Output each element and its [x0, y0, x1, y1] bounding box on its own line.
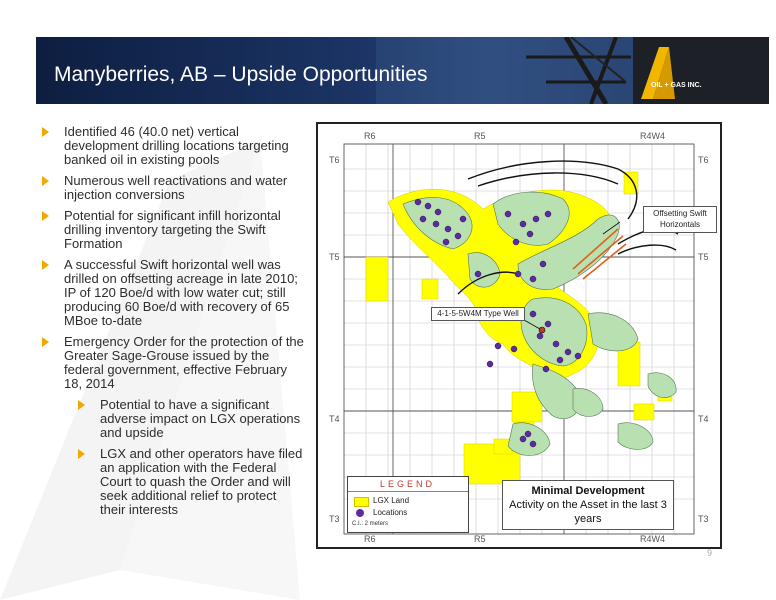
range-label: R4W4 [640, 131, 666, 141]
map-legend [347, 476, 469, 533]
logo-subtext: OIL + GAS INC. [651, 82, 702, 89]
minimal-development-box [502, 480, 674, 530]
lgx-logo-icon [633, 37, 769, 104]
range-label: R4W4 [640, 534, 666, 544]
arrow-bullet-icon [42, 211, 49, 221]
arrow-bullet-icon [42, 127, 49, 137]
arrow-bullet-icon [42, 260, 49, 270]
sub-bullet-item [40, 447, 305, 517]
bullet-item [40, 209, 305, 251]
header-banner [36, 37, 769, 104]
township-label: T3 [698, 514, 709, 524]
bullet-item [40, 335, 305, 391]
range-label: R6 [364, 534, 376, 544]
bullet-item [40, 258, 305, 328]
bullet-text: Numerous well reactivations and water injection conversions [64, 173, 288, 202]
legend-divider [348, 491, 468, 492]
min-dev-text: Activity on the Asset in the last 3 years [509, 499, 667, 525]
bullet-text: Potential for significant infill horizontal drilling inventory targeting the Swift Formation [64, 208, 281, 251]
land-map [316, 122, 722, 549]
page-number: 9 [707, 548, 713, 558]
min-dev-title: Minimal Development [531, 485, 645, 497]
bullet-text: A successful Swift horizontal well was drilled on offsetting acreage in late 2010; IP of 120 Boe/d with low water cut; still producing 60 Boe/d with recovery of 65 MBoe to-date [64, 257, 298, 328]
township-label: T3 [329, 514, 340, 524]
bullet-text: Emergency Order for the protection of the Greater Sage-Grouse issued by the federal government, effective February 18, 2014 [64, 334, 304, 391]
township-label: T6 [329, 155, 340, 165]
range-label: R5 [474, 131, 486, 141]
page-title: Manyberries, AB – Upside Opportunities [54, 63, 428, 86]
sub-bullet-text: Potential to have a significant adverse impact on LGX operations and upside [100, 397, 301, 440]
bullet-item [40, 125, 305, 167]
township-label: T5 [329, 252, 340, 262]
arrow-bullet-icon [42, 337, 49, 347]
callout-swift-horizontals: Offsetting Swift Horizontals [643, 206, 717, 233]
location-dot-icon [356, 509, 364, 517]
range-label: R6 [364, 131, 376, 141]
contour-interval: C.I.: 2 meters [352, 521, 389, 527]
arrow-bullet-icon [78, 400, 85, 410]
legend-land-label: LGX Land [373, 496, 410, 505]
sub-bullet-text: LGX and other operators have filed an application with the Federal Court to quash the Order and will seek additional relief to protect their interests [100, 446, 303, 517]
bullet-text: Identified 46 (40.0 net) vertical development drilling locations targeting banked oil in existing pools [64, 124, 289, 167]
bullet-list [40, 125, 305, 524]
township-label: T6 [698, 155, 709, 165]
arrow-bullet-icon [42, 176, 49, 186]
legend-title: LEGEND [380, 479, 436, 489]
logo-text: LGX [641, 10, 700, 40]
range-label: R5 [474, 534, 486, 544]
sub-bullet-item [40, 398, 305, 440]
township-label: T4 [698, 414, 709, 424]
land-swatch-icon [354, 497, 369, 507]
arrow-bullet-icon [78, 449, 85, 459]
township-label: T4 [329, 414, 340, 424]
bullet-item [40, 174, 305, 202]
logo-box [633, 37, 769, 104]
township-label: T5 [698, 252, 709, 262]
legend-locations-label: Locations [373, 508, 408, 517]
callout-type-well: 4-1-5-5W4M Type Well [431, 307, 525, 321]
